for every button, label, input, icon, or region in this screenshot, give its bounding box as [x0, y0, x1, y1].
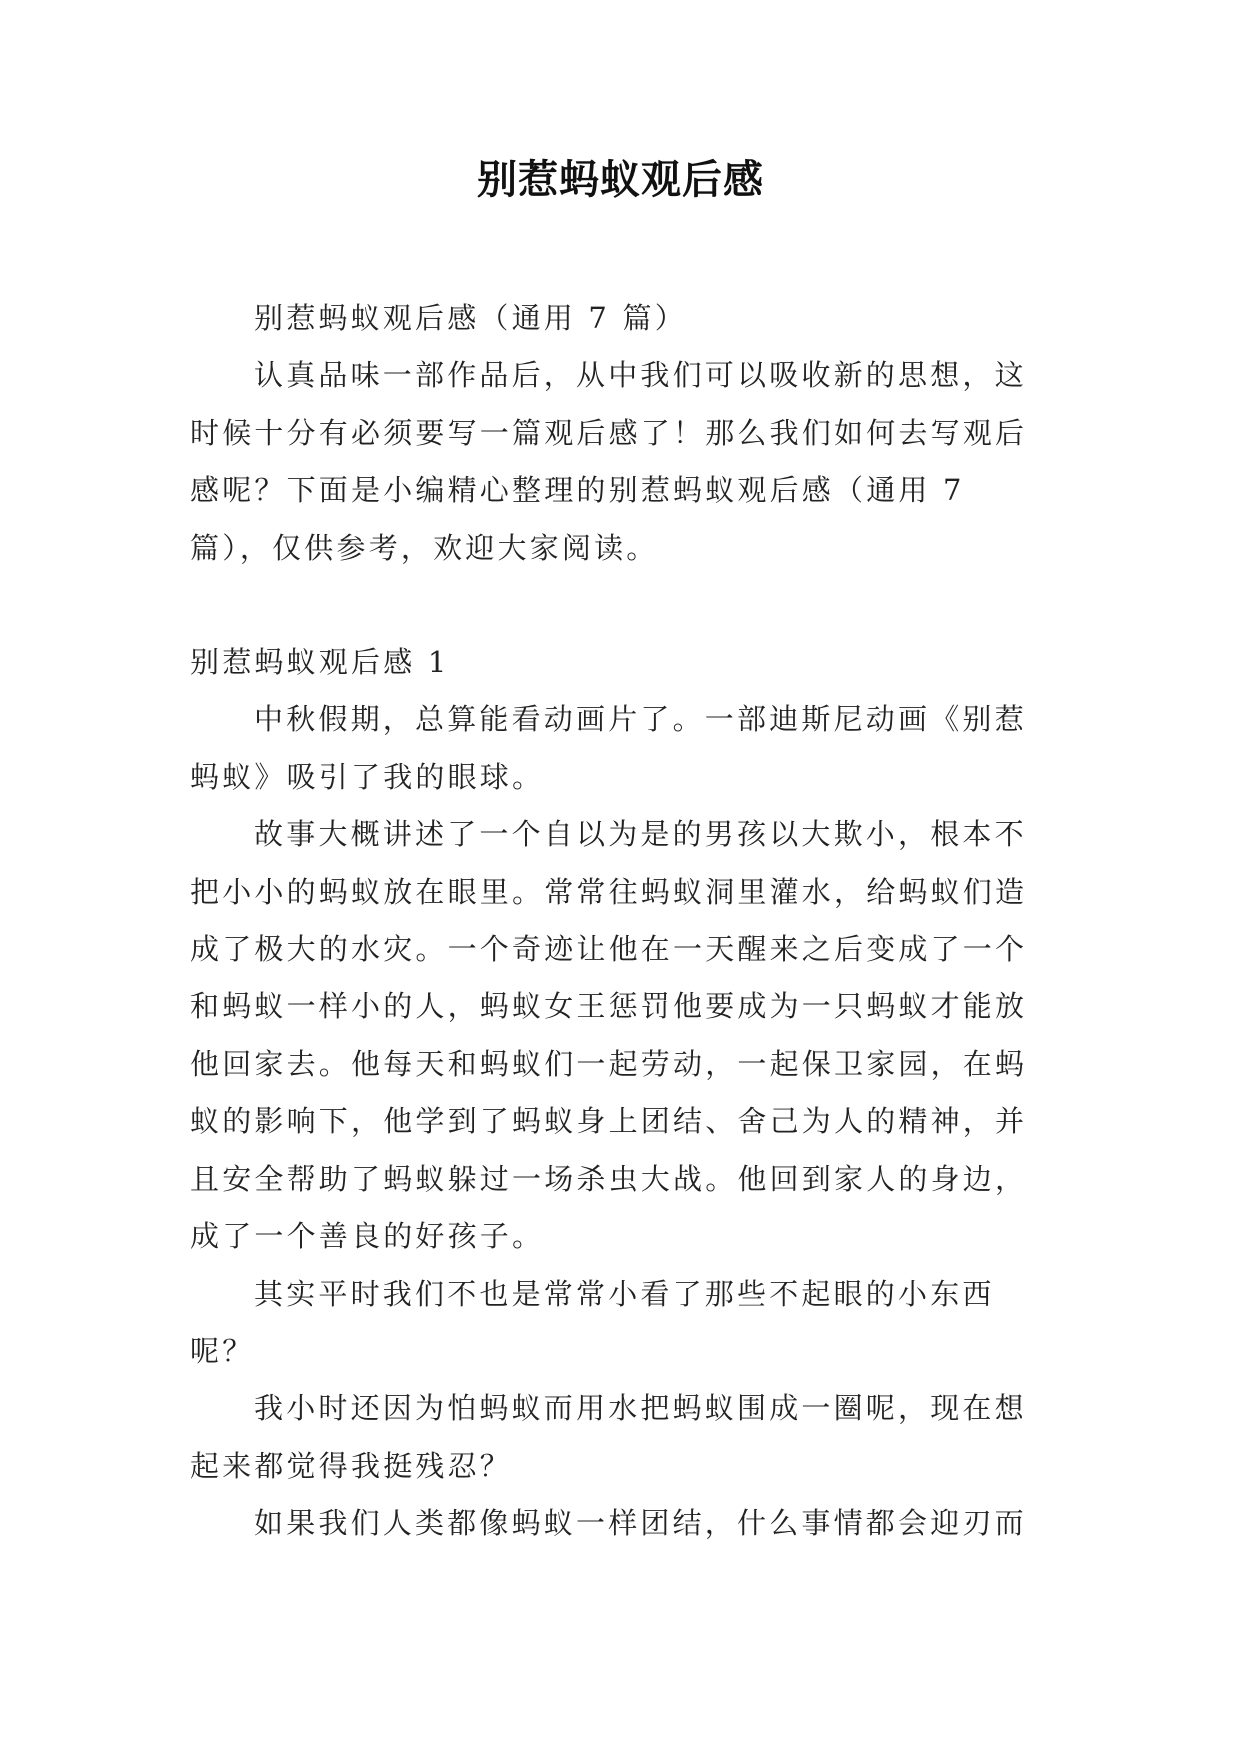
body-paragraph: 故事大概讲述了一个自以为是的男孩以大欺小，根本不把小小的蚂蚁放在眼里。常常往蚂蚁洞里灌水，给蚂蚁们造成了极大的水灾。一个奇迹让他在一天醒来之后变成了一个和蚂蚁一样小的人，蚂蚁女王惩罚他要成为一只蚂蚁才能放他回家去。他每天和蚂蚁们一起劳动，一起保卫家园，在蚂蚁的影响下，他学到了蚂蚁身上团结、舍己为人的精神，并且安全帮助了蚂蚁躲过一场杀虫大战。他回到家人的身边，成了一个善良的好孩子。	[190, 817, 1028, 1254]
section-heading: 别惹蚂蚁观后感 1	[190, 645, 450, 680]
document-title: 别惹蚂蚁观后感	[477, 156, 764, 203]
body-paragraph: 中秋假期，总算能看动画片了。一部迪斯尼动画《别惹蚂蚁》吸引了我的眼球。	[190, 702, 1027, 794]
document-body	[190, 290, 1052, 1553]
body-paragraph: 我小时还因为怕蚂蚁而用水把蚂蚁围成一圈呢，现在想起来都觉得我挺残忍？	[190, 1391, 1027, 1483]
document-subtitle: 别惹蚂蚁观后感（通用 7 篇）	[254, 301, 687, 335]
intro-paragraph: 认真品味一部作品后，从中我们可以吸收新的思想，这时候十分有必须要写一篇观后感了！那么我们如何去写观后感呢？下面是小编精心整理的别惹蚂蚁观后感（通用 7 篇），仅供参考，欢迎大家阅读。	[190, 358, 1028, 565]
body-paragraph: 如果我们人类都像蚂蚁一样团结，什么事情都会迎刃而	[254, 1506, 1027, 1541]
body-paragraph: 其实平时我们不也是常常小看了那些不起眼的小东西呢？	[190, 1276, 995, 1368]
